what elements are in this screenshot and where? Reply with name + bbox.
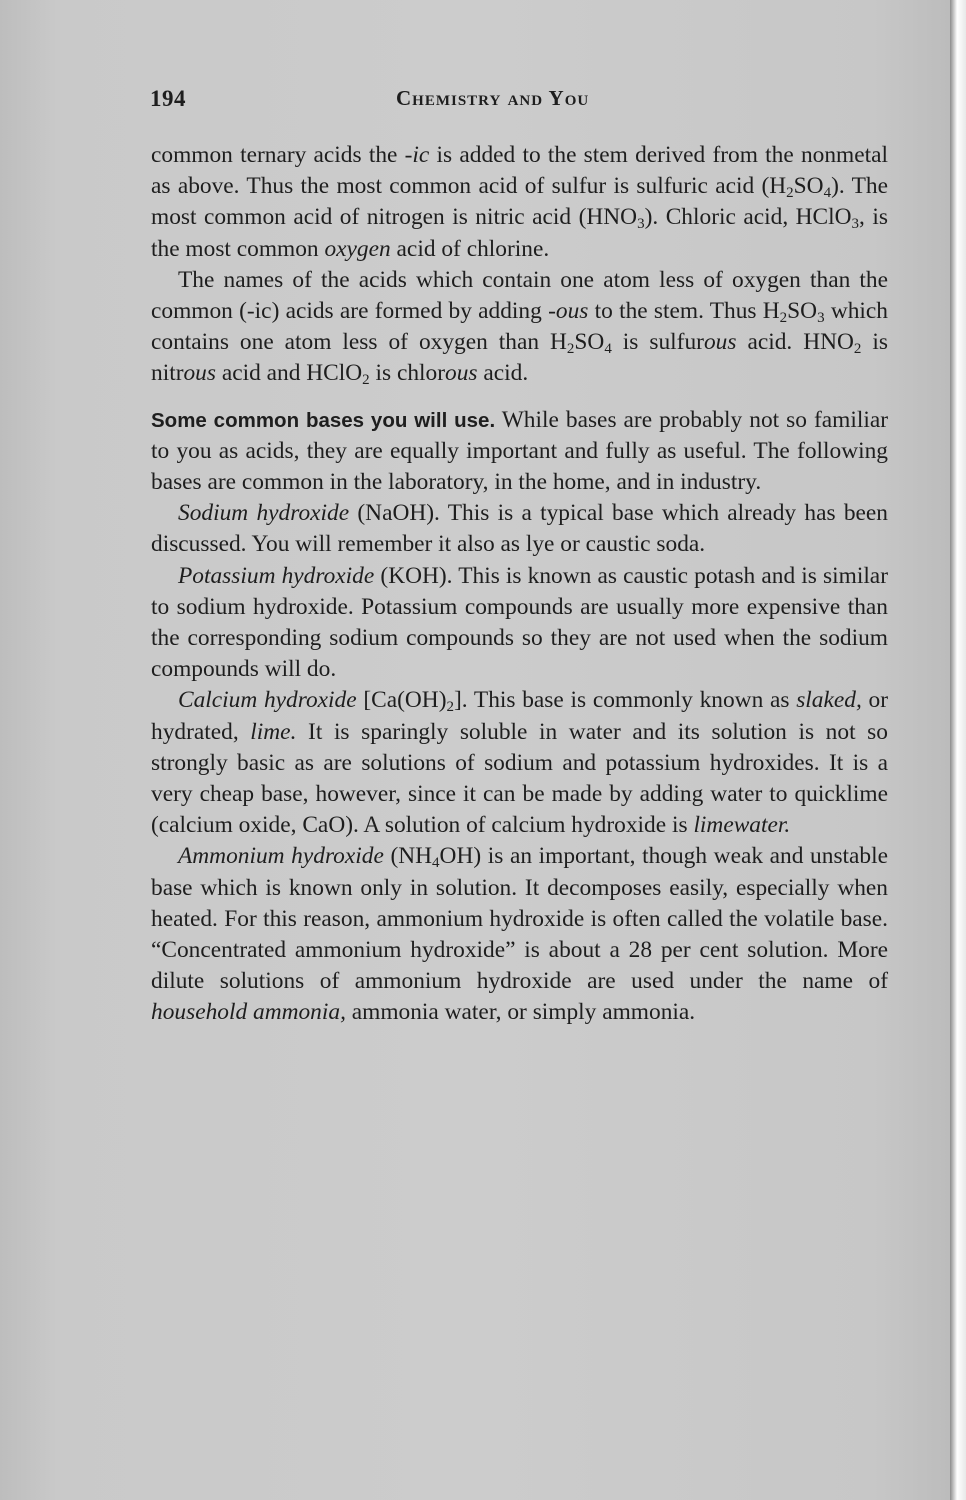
- page-header: [150, 86, 888, 120]
- section-common-bases: Some common bases you will use. While bases are probably not so familiar to you as acids, they are equally important and fully as useful. The following bases are common in the laboratory, in the home, and in industry.: [151, 406, 888, 496]
- paragraph-ous-acids: The names of the acids which contain one atom less of oxygen than the common (-ic) acids are formed by adding -ous to the stem. Thus $H_2SO_3$ which contains one atom less of oxygen than $H_2SO_4$ is sulfurous acid. $HNO_2$ is nitrous acid and HClO$_2$ is chlorous acid.: [151, 266, 888, 389]
- paragraph-potassium-hydroxide: Potassium hydroxide (KOH). This is known as caustic potash and is similar to sodium hydroxide. Potassium compounds are usually more expensive than the corresponding sodium compounds so they are not used when the sodium compounds will do.: [151, 562, 888, 683]
- paragraph-sodium-hydroxide: Sodium hydroxide (NaOH). This is a typical base which already has been discussed. You will remember it also as lye or caustic soda.: [151, 500, 888, 558]
- body-text: [151, 140, 888, 1029]
- page-number: 194: [150, 86, 186, 111]
- running-title: Chemistry and You: [396, 86, 590, 110]
- paragraph-ic-acids: common ternary acids the -ic is added to the stem derived from the nonmetal as above. Thus the most common acid of sulfur is sulfuric acid $(H_2SO_4)$. The most common acid of nitrogen is nitric acid $(HNO_3)$. Chloric acid, HClO$_3$, is the most common oxygen acid of chlorine.: [151, 142, 888, 262]
- page-edge: [950, 0, 966, 1500]
- paragraph-calcium-hydroxide: Calcium hydroxide $[Ca(OH)_2]$. This base is commonly known as slaked, or hydrated, lime. It is sparingly soluble in water and its solution is not so strongly basic as are solutions of sodium and potassium hydroxides. It is a very cheap base, however, since it can be made by adding water to quicklime (calcium oxide, CaO). A solution of calcium hydroxide is limewater.: [151, 687, 888, 839]
- section-heading: Some common bases you will use.: [151, 408, 496, 432]
- paragraph-ammonium-hydroxide: Ammonium hydroxide $(NH_4OH)$ is an important, though weak and unstable base which is known only in solution. It decomposes easily, especially when heated. For this reason, ammonium hydroxide is often called the volatile base. “Concentrated ammonium hydroxide” is about a 28 per cent solution. More dilute solutions of ammonium hydroxide are used under the name of household ammonia, ammonia water, or simply ammonia.: [151, 843, 889, 1026]
